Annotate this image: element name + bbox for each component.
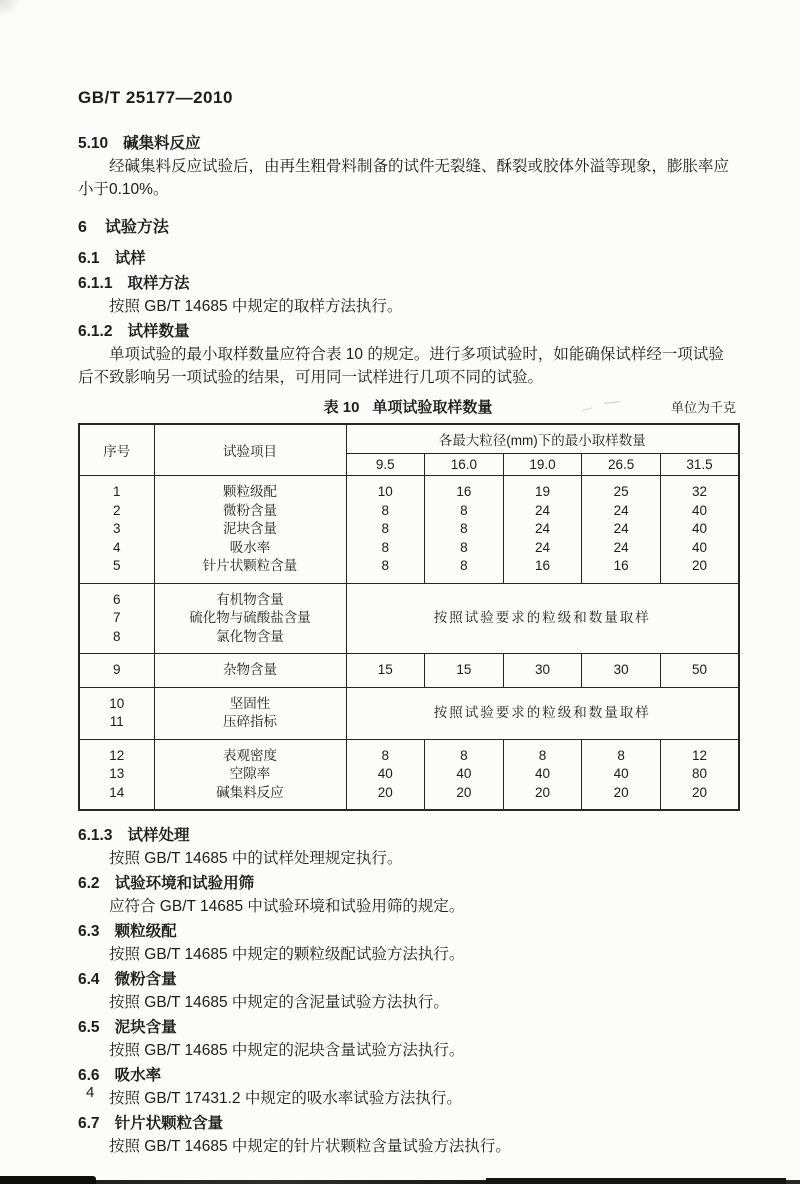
merged-note: 按照试验要求的粒级和数量取样 bbox=[433, 610, 651, 625]
table-row bbox=[79, 557, 739, 583]
row-item: 坚固性 bbox=[154, 687, 346, 713]
row-value: 8 bbox=[346, 539, 425, 558]
section-heading bbox=[78, 1112, 738, 1135]
row-value: 24 bbox=[582, 502, 661, 521]
heading-number: 6.2 bbox=[78, 875, 100, 892]
table-row bbox=[79, 687, 739, 713]
pencil-mark bbox=[604, 401, 620, 406]
row-value: 24 bbox=[503, 520, 582, 539]
col-header-size: 19.0 bbox=[503, 454, 582, 476]
table-row bbox=[79, 739, 739, 765]
heading-number: 6.5 bbox=[78, 1019, 100, 1036]
section-heading bbox=[78, 132, 738, 155]
paragraph: 按照 GB/T 14685 中规定的颗粒级配试验方法执行。 bbox=[109, 946, 465, 963]
table-caption-row bbox=[78, 398, 738, 418]
row-value: 40 bbox=[582, 765, 661, 784]
heading-title: 微粉含量 bbox=[114, 971, 177, 988]
heading-number: 6.1.1 bbox=[78, 275, 113, 292]
col-header-span: 各最大粒径(mm)下的最小取样数量 bbox=[346, 424, 739, 454]
paragraph: 单项试验的最小取样数量应符合表 10 的规定。进行多项试验时，如能确保试样经一项试验后不致影响另一项试验的结果，可用同一试样进行几项不同的试验。 bbox=[78, 346, 724, 386]
row-value: 16 bbox=[582, 557, 661, 583]
row-value: 8 bbox=[425, 557, 504, 583]
row-value: 24 bbox=[503, 539, 582, 558]
section-heading bbox=[78, 272, 738, 295]
table-row bbox=[79, 784, 739, 811]
row-item: 泥块含量 bbox=[154, 520, 346, 539]
table-row bbox=[79, 583, 739, 609]
table-header bbox=[79, 424, 739, 476]
heading-title: 碱集料反应 bbox=[123, 135, 201, 152]
section-heading bbox=[78, 968, 738, 991]
heading-number: 6.1.3 bbox=[78, 827, 113, 844]
paragraph: 按照 GB/T 14685 中规定的泥块含量试验方法执行。 bbox=[109, 1042, 465, 1059]
row-value: 8 bbox=[503, 739, 582, 765]
table-row bbox=[79, 654, 739, 688]
table-row bbox=[79, 476, 739, 502]
row-value: 8 bbox=[346, 520, 425, 539]
row-value: 15 bbox=[425, 654, 504, 688]
heading-title: 针片状颗粒含量 bbox=[114, 1115, 224, 1132]
heading-number: 6.4 bbox=[78, 971, 100, 988]
heading-number: 6.6 bbox=[78, 1067, 100, 1084]
row-item: 硫化物与硫酸盐含量 bbox=[154, 609, 346, 628]
paragraph: 按照 GB/T 14685 中规定的针片状颗粒含量试验方法执行。 bbox=[109, 1138, 511, 1155]
table-row-group bbox=[79, 739, 739, 810]
row-value: 8 bbox=[425, 539, 504, 558]
row-value: 20 bbox=[503, 784, 582, 811]
row-value: 10 bbox=[346, 476, 425, 502]
col-header-item: 试验项目 bbox=[154, 424, 346, 476]
row-item: 颗粒级配 bbox=[154, 476, 346, 502]
section-heading bbox=[78, 216, 738, 239]
row-item: 针片状颗粒含量 bbox=[154, 557, 346, 583]
row-value: 30 bbox=[503, 654, 582, 688]
row-index: 6 bbox=[79, 583, 154, 609]
scan-edge-blot-left bbox=[0, 1176, 96, 1184]
row-index: 8 bbox=[79, 628, 154, 654]
row-value: 25 bbox=[582, 476, 661, 502]
row-value: 40 bbox=[346, 765, 425, 784]
col-header-size: 26.5 bbox=[582, 454, 661, 476]
scan-edge-blot-mid bbox=[486, 1178, 786, 1184]
row-value: 40 bbox=[660, 539, 739, 558]
row-index: 11 bbox=[79, 713, 154, 739]
heading-title: 泥块含量 bbox=[114, 1019, 177, 1036]
section-heading bbox=[78, 872, 738, 895]
row-index: 4 bbox=[79, 539, 154, 558]
table-row-group bbox=[79, 583, 739, 654]
table-caption-title: 单项试验取样数量 bbox=[372, 399, 493, 416]
paragraph: 应符合 GB/T 14685 中试验环境和试验用筛的规定。 bbox=[109, 898, 465, 915]
heading-number: 6 bbox=[78, 219, 87, 236]
row-index: 5 bbox=[79, 557, 154, 583]
heading-title: 颗粒级配 bbox=[114, 923, 177, 940]
row-value: 8 bbox=[346, 739, 425, 765]
section-heading bbox=[78, 1016, 738, 1039]
table-row-group bbox=[79, 654, 739, 688]
heading-title: 试样 bbox=[114, 250, 146, 267]
row-value: 50 bbox=[660, 654, 739, 688]
row-value: 24 bbox=[503, 502, 582, 521]
row-item: 氯化物含量 bbox=[154, 628, 346, 654]
table-caption-number: 表 10 bbox=[323, 399, 360, 416]
row-item: 空隙率 bbox=[154, 765, 346, 784]
row-index: 10 bbox=[79, 687, 154, 713]
row-value: 8 bbox=[582, 739, 661, 765]
table-row-group bbox=[79, 476, 739, 584]
section-heading bbox=[78, 824, 738, 847]
paragraph: 按照 GB/T 17431.2 中规定的吸水率试验方法执行。 bbox=[109, 1090, 462, 1107]
row-item: 吸水率 bbox=[154, 539, 346, 558]
paragraph: 按照 GB/T 14685 中规定的取样方法执行。 bbox=[109, 298, 403, 315]
row-index: 9 bbox=[79, 654, 154, 688]
row-item: 杂物含量 bbox=[154, 654, 346, 688]
heading-title: 试样处理 bbox=[127, 827, 190, 844]
row-value: 20 bbox=[660, 557, 739, 583]
row-index: 12 bbox=[79, 739, 154, 765]
row-value: 20 bbox=[346, 784, 425, 811]
row-index: 13 bbox=[79, 765, 154, 784]
row-value: 8 bbox=[425, 502, 504, 521]
row-value: 16 bbox=[425, 476, 504, 502]
row-item: 微粉含量 bbox=[154, 502, 346, 521]
row-index: 14 bbox=[79, 784, 154, 811]
section-heading bbox=[78, 320, 738, 343]
table-row bbox=[79, 520, 739, 539]
row-value: 24 bbox=[582, 539, 661, 558]
row-value: 30 bbox=[582, 654, 661, 688]
heading-number: 6.3 bbox=[78, 923, 100, 940]
row-value: 40 bbox=[660, 520, 739, 539]
paragraph: 经碱集料反应试验后，由再生粗骨料制备的试件无裂缝、酥裂或胶体外溢等现象，膨胀率应小于0.10%。 bbox=[78, 158, 730, 198]
doc-number: GB/T 25177—2010 bbox=[78, 88, 233, 107]
heading-number: 6.1.2 bbox=[78, 323, 113, 340]
row-value: 19 bbox=[503, 476, 582, 502]
col-header-size: 31.5 bbox=[660, 454, 739, 476]
page-content bbox=[78, 88, 738, 1158]
row-index: 7 bbox=[79, 609, 154, 628]
row-item: 压碎指标 bbox=[154, 713, 346, 739]
page-number: 4 bbox=[86, 1084, 95, 1101]
col-header-size: 9.5 bbox=[346, 454, 425, 476]
row-value: 20 bbox=[425, 784, 504, 811]
row-item: 碱集料反应 bbox=[154, 784, 346, 811]
row-value: 24 bbox=[582, 520, 661, 539]
heading-title: 试验方法 bbox=[104, 219, 169, 236]
row-value: 40 bbox=[503, 765, 582, 784]
row-index: 3 bbox=[79, 520, 154, 539]
heading-title: 吸水率 bbox=[114, 1067, 162, 1084]
col-header-index: 序号 bbox=[79, 424, 154, 476]
col-header-size: 16.0 bbox=[425, 454, 504, 476]
row-item: 有机物含量 bbox=[154, 583, 346, 609]
merged-note: 按照试验要求的粒级和数量取样 bbox=[433, 704, 651, 720]
content-bottom bbox=[78, 824, 738, 1158]
table-row bbox=[79, 765, 739, 784]
heading-number: 5.10 bbox=[78, 135, 109, 152]
row-value: 15 bbox=[346, 654, 425, 688]
row-value: 32 bbox=[660, 476, 739, 502]
scan-edge-band bbox=[0, 1172, 800, 1184]
row-value: 8 bbox=[425, 739, 504, 765]
content-top bbox=[78, 132, 738, 389]
row-value: 40 bbox=[660, 502, 739, 521]
paragraph: 按照 GB/T 14685 中的试样处理规定执行。 bbox=[109, 850, 403, 867]
row-index: 1 bbox=[79, 476, 154, 502]
row-value: 8 bbox=[425, 520, 504, 539]
row-value: 20 bbox=[660, 784, 739, 811]
section-heading bbox=[78, 1064, 738, 1087]
row-item: 表观密度 bbox=[154, 739, 346, 765]
heading-title: 试验环境和试验用筛 bbox=[114, 875, 255, 892]
row-value: 16 bbox=[503, 557, 582, 583]
table-row-group bbox=[79, 687, 739, 739]
row-value: 12 bbox=[660, 739, 739, 765]
section-heading bbox=[78, 247, 738, 270]
heading-number: 6.1 bbox=[78, 250, 100, 267]
table-row bbox=[79, 502, 739, 521]
row-value: 8 bbox=[346, 502, 425, 521]
table-unit-note: 单位为千克 bbox=[670, 400, 736, 415]
row-value: 80 bbox=[660, 765, 739, 784]
scan-smudge bbox=[0, 0, 22, 18]
sampling-quantity-table bbox=[78, 423, 740, 811]
row-index: 2 bbox=[79, 502, 154, 521]
row-value: 40 bbox=[425, 765, 504, 784]
section-heading bbox=[78, 920, 738, 943]
heading-title: 取样方法 bbox=[127, 275, 190, 292]
row-value: 8 bbox=[346, 557, 425, 583]
row-value: 20 bbox=[582, 784, 661, 811]
paragraph: 按照 GB/T 14685 中规定的含泥量试验方法执行。 bbox=[109, 994, 449, 1011]
heading-number: 6.7 bbox=[78, 1115, 100, 1132]
heading-title: 试样数量 bbox=[127, 323, 190, 340]
table-row bbox=[79, 539, 739, 558]
